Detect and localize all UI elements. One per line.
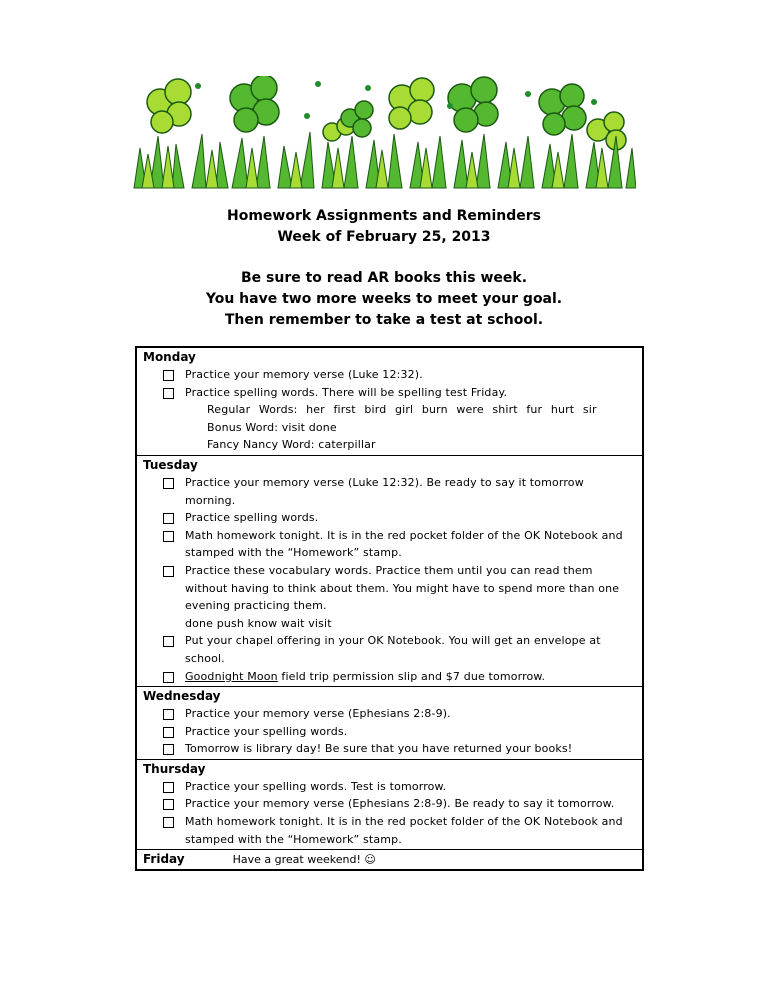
checkbox[interactable] xyxy=(163,388,174,399)
shamrock-banner xyxy=(132,76,636,190)
checkbox[interactable] xyxy=(163,727,174,738)
list-item: Practice your spelling words. Test is tomorrow. xyxy=(143,778,636,796)
checkbox[interactable] xyxy=(163,744,174,755)
bonus-word: Bonus Word: visit done xyxy=(207,420,337,434)
fancy-nancy-word: Fancy Nancy Word: caterpillar xyxy=(207,438,376,452)
week-line: Week of February 25, 2013 xyxy=(277,229,491,245)
thursday-section xyxy=(137,760,642,850)
monday-section xyxy=(137,348,642,456)
page-title xyxy=(0,206,768,248)
checkbox[interactable] xyxy=(163,566,174,577)
list-item: Practice your memory verse (Ephesians 2:8-9). xyxy=(143,705,636,723)
regular-words: Regular Words: her first bird girl burn were shirt fur hurt sir xyxy=(207,403,597,417)
checkbox[interactable] xyxy=(163,478,174,489)
checkbox[interactable] xyxy=(163,782,174,793)
homework-table xyxy=(135,346,644,871)
day-label: Thursday xyxy=(143,761,206,776)
vocab-instructions: Practice these vocabulary words. Practice them until you can read them without having to think about them. You might have to spend more than one evening practicing them. xyxy=(185,563,620,613)
checkbox[interactable] xyxy=(163,531,174,542)
reminder-line: Then remember to take a test at school. xyxy=(224,312,544,328)
friday-section xyxy=(137,850,642,869)
reminder-line: Be sure to read AR books this week. xyxy=(240,270,528,286)
list-item: Practice spelling words. xyxy=(143,509,636,527)
book-title: Goodnight Moon xyxy=(185,669,278,683)
list-item: Math homework tonight. It is in the red pocket folder of the OK Notebook and stamped with the “Homework” stamp. xyxy=(143,813,636,848)
list-item: Put your chapel offering in your OK Notebook. You will get an envelope at school. xyxy=(143,632,636,667)
vocab-words: done push know wait visit xyxy=(185,616,332,630)
list-item xyxy=(143,562,636,632)
list-item: Practice your memory verse (Luke 12:32). Be ready to say it tomorrow morning. xyxy=(143,474,636,509)
list-item: Practice spelling words. There will be spelling test Friday. xyxy=(143,384,636,402)
title-line: Homework Assignments and Reminders xyxy=(227,208,541,224)
day-label: Friday xyxy=(143,852,185,867)
day-label: Monday xyxy=(143,350,196,364)
day-label: Tuesday xyxy=(143,457,198,472)
reminder-line: You have two more weeks to meet your goal. xyxy=(205,291,563,307)
list-item: Tomorrow is library day! Be sure that you have returned your books! xyxy=(143,740,636,758)
weekend-message: Have a great weekend! ☺ xyxy=(232,853,376,867)
checkbox[interactable] xyxy=(163,672,174,683)
checkbox[interactable] xyxy=(163,817,174,828)
list-item: Goodnight Moon field trip permission slip and $7 due tomorrow. xyxy=(143,668,636,686)
checkbox[interactable] xyxy=(163,636,174,647)
day-label: Wednesday xyxy=(143,689,221,704)
list-item: Practice your memory verse (Ephesians 2:8-9). Be ready to say it tomorrow. xyxy=(143,795,636,813)
checkbox[interactable] xyxy=(163,513,174,524)
wednesday-section xyxy=(137,687,642,760)
checkbox[interactable] xyxy=(163,709,174,720)
ar-reminder xyxy=(0,268,768,331)
checkbox[interactable] xyxy=(163,370,174,381)
list-item: Practice your spelling words. xyxy=(143,723,636,741)
checkbox[interactable] xyxy=(163,799,174,810)
list-item: Math homework tonight. It is in the red pocket folder of the OK Notebook and stamped with the “Homework” stamp. xyxy=(143,527,636,562)
tuesday-section xyxy=(137,456,642,687)
list-item: Practice your memory verse (Luke 12:32). xyxy=(143,366,636,384)
